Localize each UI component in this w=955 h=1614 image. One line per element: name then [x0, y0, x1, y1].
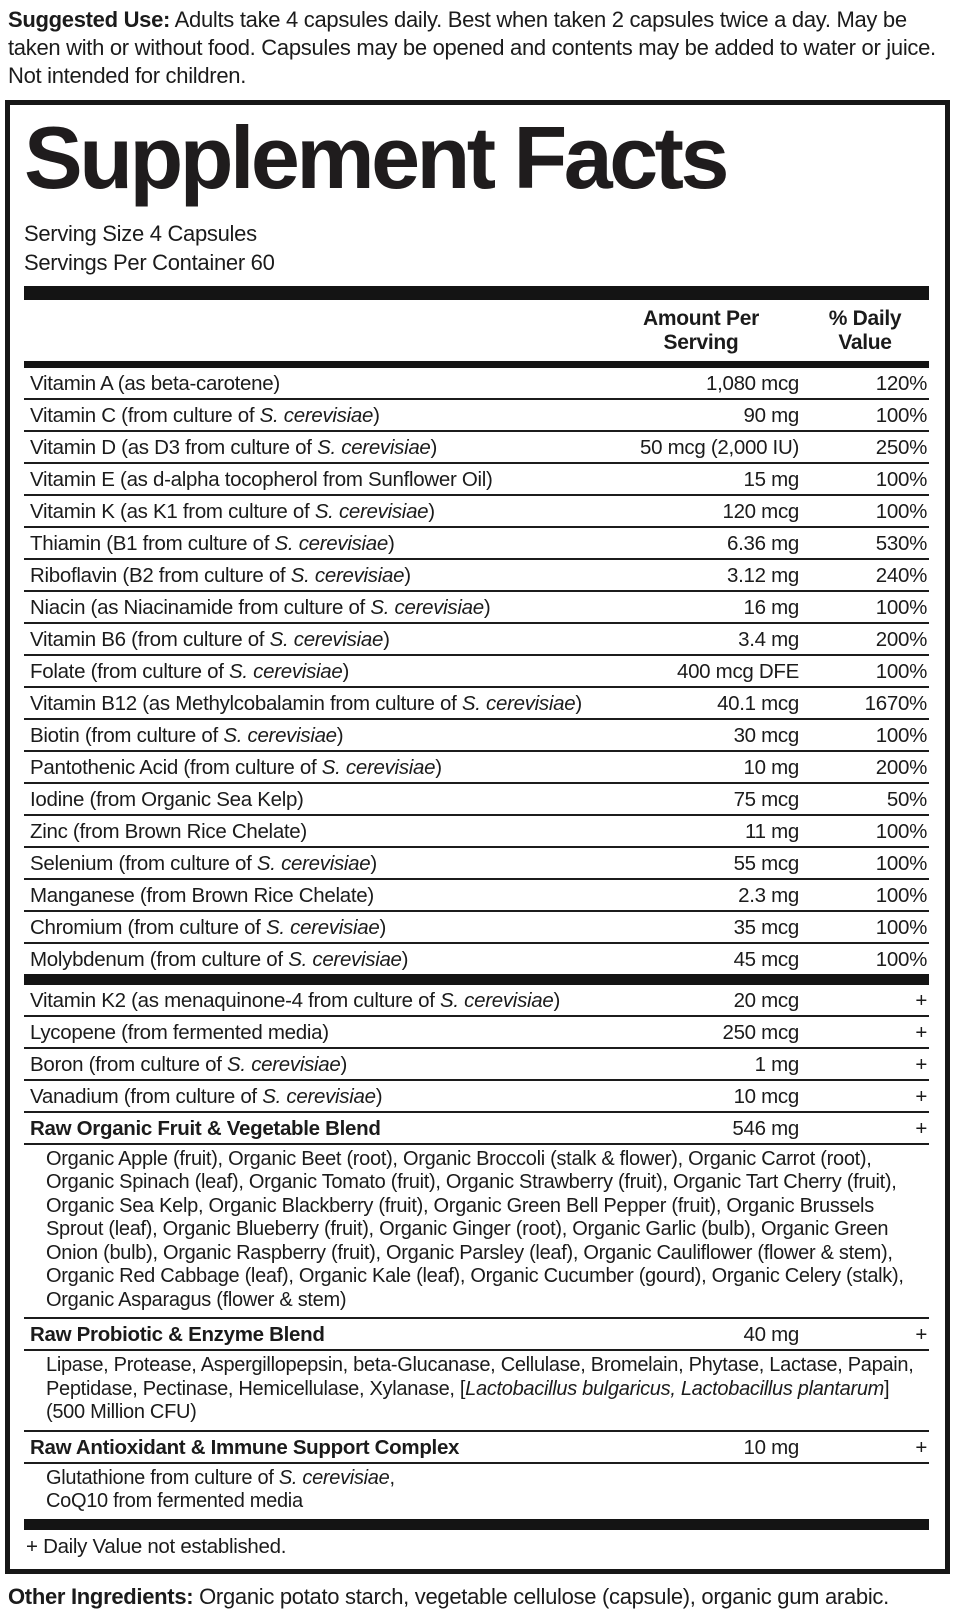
- suggested-use-text: Adults take 4 capsules daily. Best when taken 2 capsules twice a day. May be taken with or without food. Capsules may be opened and contents may be added to water or juice. Not intended for children.: [8, 7, 936, 88]
- nutrient-name: Vanadium (from culture of S. cerevisiae): [30, 1084, 383, 1108]
- nutrient-amount: 30 mcg: [733, 723, 799, 747]
- nutrient-row: [24, 782, 929, 814]
- dv-header-line2: Value: [838, 330, 892, 354]
- nutrient-row: [24, 1317, 929, 1349]
- nutrient-row: [24, 846, 929, 878]
- nutrient-daily-value: +: [915, 988, 927, 1012]
- amount-per-serving-header: [601, 307, 801, 355]
- nutrient-name: Thiamin (B1 from culture of S. cerevisiae): [30, 531, 395, 555]
- nutrient-row: [24, 1047, 929, 1079]
- nutrient-daily-value: +: [915, 1323, 927, 1347]
- nutrient-name: Raw Antioxidant & Immune Support Complex: [30, 1435, 460, 1459]
- nutrient-row: [24, 985, 929, 1015]
- other-ingredients-paragraph: [0, 1574, 955, 1614]
- nutrient-amount: 15 mg: [743, 467, 799, 491]
- nutrient-amount: 10 mg: [743, 1435, 799, 1459]
- nutrient-row: [24, 910, 929, 942]
- nutrient-daily-value: 120%: [875, 371, 927, 395]
- nutrient-daily-value: 200%: [875, 627, 927, 651]
- nutrient-row: [24, 686, 929, 718]
- nutrient-daily-value: 100%: [875, 467, 927, 491]
- nutrient-name: Pantothenic Acid (from culture of S. cerevisiae): [30, 755, 442, 779]
- nutrient-daily-value: 100%: [875, 915, 927, 939]
- daily-value-footnote: + Daily Value not established.: [26, 1534, 287, 1558]
- nutrient-row: [24, 430, 929, 462]
- nutrient-row: [24, 814, 929, 846]
- serving-size: Serving Size 4 Capsules: [24, 220, 257, 246]
- nutrient-row: [24, 622, 929, 654]
- nutrient-amount: 40.1 mcg: [717, 691, 799, 715]
- nutrient-amount: 40 mg: [743, 1323, 799, 1347]
- nutrient-name: Niacin (as Niacinamide from culture of S. cerevisiae): [30, 595, 491, 619]
- nutrient-daily-value: 250%: [875, 435, 927, 459]
- nutrient-amount: 1 mg: [754, 1052, 799, 1076]
- daily-value-header: [801, 307, 929, 355]
- nutrient-daily-value: 100%: [875, 403, 927, 427]
- nutrient-name: Manganese (from Brown Rice Chelate): [30, 883, 374, 907]
- nutrient-name: Boron (from culture of S. cerevisiae): [30, 1052, 348, 1076]
- nutrient-row: [24, 526, 929, 558]
- nutrient-amount: 90 mg: [743, 403, 799, 427]
- amount-header-line1: Amount Per: [642, 306, 759, 330]
- nutrient-name: Vitamin D (as D3 from culture of S. cerevisiae): [30, 435, 438, 459]
- nutrient-row: [24, 1111, 929, 1143]
- nutrient-name: Vitamin A (as beta-carotene): [30, 371, 280, 395]
- nutrient-name: Vitamin E (as d-alpha tocopherol from Sunflower Oil): [30, 467, 493, 491]
- nutrient-amount: 45 mcg: [733, 947, 799, 971]
- nutrient-amount: 20 mcg: [733, 988, 799, 1012]
- nutrient-name: Riboflavin (B2 from culture of S. cerevisiae): [30, 563, 411, 587]
- nutrient-amount: 10 mcg: [733, 1084, 799, 1108]
- nutrient-daily-value: 100%: [875, 851, 927, 875]
- nutrient-row: [24, 718, 929, 750]
- nutrients-no-dv-group: [24, 985, 929, 1519]
- nutrient-daily-value: 100%: [875, 947, 927, 971]
- divider-bar-medium: [24, 361, 929, 368]
- suggested-use-label: Suggested Use:: [8, 7, 171, 32]
- nutrient-name: Iodine (from Organic Sea Kelp): [30, 787, 304, 811]
- panel-title: Supplement Facts: [24, 108, 726, 207]
- nutrient-name: Chromium (from culture of S. cerevisiae): [30, 915, 386, 939]
- nutrient-name: Folate (from culture of S. cerevisiae): [30, 659, 350, 683]
- divider-bar-thick-bottom: [24, 1519, 929, 1530]
- nutrient-name: Lycopene (from fermented media): [30, 1020, 329, 1044]
- nutrient-daily-value: +: [915, 1435, 927, 1459]
- servings-per-container: Servings Per Container 60: [24, 249, 275, 275]
- nutrient-amount: 50 mcg (2,000 IU): [640, 435, 799, 459]
- nutrient-daily-value: 100%: [875, 659, 927, 683]
- nutrient-name: Raw Organic Fruit & Vegetable Blend: [30, 1116, 381, 1140]
- nutrient-amount: 10 mg: [743, 755, 799, 779]
- nutrient-amount: 11 mg: [745, 819, 799, 843]
- nutrient-daily-value: 100%: [875, 723, 927, 747]
- nutrient-row: [24, 750, 929, 782]
- nutrient-amount: 3.4 mg: [738, 627, 799, 651]
- nutrient-amount: 120 mcg: [722, 499, 799, 523]
- nutrient-name: Vitamin K (as K1 from culture of S. cerevisiae): [30, 499, 435, 523]
- suggested-use-paragraph: [0, 0, 955, 96]
- nutrient-row: [24, 590, 929, 622]
- nutrient-name: Vitamin B6 (from culture of S. cerevisiae): [30, 627, 390, 651]
- blend-description: Glutathione from culture of S. cerevisiae, CoQ10 from fermented media: [24, 1462, 929, 1519]
- nutrient-daily-value: +: [915, 1020, 927, 1044]
- nutrient-amount: 2.3 mg: [738, 883, 799, 907]
- nutrient-row: [24, 1015, 929, 1047]
- nutrient-name: Selenium (from culture of S. cerevisiae): [30, 851, 377, 875]
- nutrient-daily-value: +: [915, 1116, 927, 1140]
- nutrient-row: [24, 368, 929, 398]
- nutrient-name: Biotin (from culture of S. cerevisiae): [30, 723, 344, 747]
- nutrient-daily-value: +: [915, 1084, 927, 1108]
- blend-description: Lipase, Protease, Aspergillopepsin, beta-Glucanase, Cellulase, Bromelain, Phytase, Lactase, Papain, Peptidase, Pectinase, Hemicellulase, Xylanase, [Lactobacillus bulgaricus, Lactobacillus plantarum] (500 Million CFU): [24, 1349, 929, 1430]
- divider-bar-thick-top: [24, 286, 929, 300]
- nutrient-name: Raw Probiotic & Enzyme Blend: [30, 1323, 325, 1347]
- nutrient-row: [24, 494, 929, 526]
- nutrient-daily-value: 100%: [875, 883, 927, 907]
- other-ingredients-text: Organic potato starch, vegetable cellulose (capsule), organic gum arabic.: [193, 1583, 889, 1609]
- nutrient-amount: 250 mcg: [722, 1020, 799, 1044]
- nutrient-amount: 3.12 mg: [727, 563, 799, 587]
- amount-header-line2: Serving: [663, 330, 739, 354]
- nutrient-row: [24, 1079, 929, 1111]
- other-ingredients-label: Other Ingredients:: [8, 1583, 194, 1609]
- nutrient-name: Vitamin C (from culture of S. cerevisiae): [30, 403, 380, 427]
- dv-header-line1: % Daily: [828, 306, 902, 330]
- nutrient-row: [24, 654, 929, 686]
- nutrient-daily-value: +: [915, 1052, 927, 1076]
- nutrient-daily-value: 100%: [875, 819, 927, 843]
- nutrient-daily-value: 1670%: [864, 691, 927, 715]
- table-header-row: [24, 300, 929, 361]
- nutrient-amount: 6.36 mg: [727, 531, 799, 555]
- nutrient-daily-value: 50%: [886, 787, 927, 811]
- nutrient-name: Vitamin K2 (as menaquinone-4 from culture of S. cerevisiae): [30, 988, 561, 1012]
- nutrient-row: [24, 1430, 929, 1462]
- nutrient-amount: 55 mcg: [733, 851, 799, 875]
- nutrient-amount: 16 mg: [743, 595, 799, 619]
- nutrient-amount: 400 mcg DFE: [676, 659, 799, 683]
- nutrient-amount: 75 mcg: [733, 787, 799, 811]
- nutrient-row: [24, 558, 929, 590]
- nutrient-row: [24, 878, 929, 910]
- nutrient-amount: 1,080 mcg: [705, 371, 799, 395]
- nutrient-amount: 546 mg: [732, 1116, 799, 1140]
- nutrients-with-dv-group: [24, 368, 929, 974]
- nutrient-name: Vitamin B12 (as Methylcobalamin from culture of S. cerevisiae): [30, 691, 582, 715]
- nutrient-name: Zinc (from Brown Rice Chelate): [30, 819, 307, 843]
- supplement-facts-panel: [5, 100, 950, 1574]
- nutrient-name: Molybdenum (from culture of S. cerevisiae): [30, 947, 409, 971]
- nutrient-amount: 35 mcg: [733, 915, 799, 939]
- nutrient-row: [24, 942, 929, 974]
- blend-description: Organic Apple (fruit), Organic Beet (root), Organic Broccoli (stalk & flower), Organic Carrot (root), Organic Spinach (leaf), Organic Tomato (fruit), Organic Strawberry (fruit), Organic Tart Cherry (fruit), Organic Sea Kelp, Organic Blackberry (fruit), Organic Green Bell Pepper (fruit), Organic Brussels Sprout (leaf), Organic Blueberry (fruit), Organic Ginger (root), Organic Garlic (bulb), Organic Green Onion (bulb), Organic Raspberry (fruit), Organic Parsley (leaf), Organic Cauliflower (flower & stem), Organic Red Cabbage (leaf), Organic Kale (leaf), Organic Cucumber (gourd), Organic Celery (stalk), Organic Asparagus (flower & stem): [24, 1143, 929, 1318]
- divider-bar-thick-middle: [24, 974, 929, 985]
- nutrient-daily-value: 240%: [875, 563, 927, 587]
- nutrient-daily-value: 100%: [875, 595, 927, 619]
- nutrient-daily-value: 200%: [875, 755, 927, 779]
- nutrient-row: [24, 398, 929, 430]
- nutrient-daily-value: 530%: [875, 531, 927, 555]
- nutrient-daily-value: 100%: [875, 499, 927, 523]
- nutrient-row: [24, 462, 929, 494]
